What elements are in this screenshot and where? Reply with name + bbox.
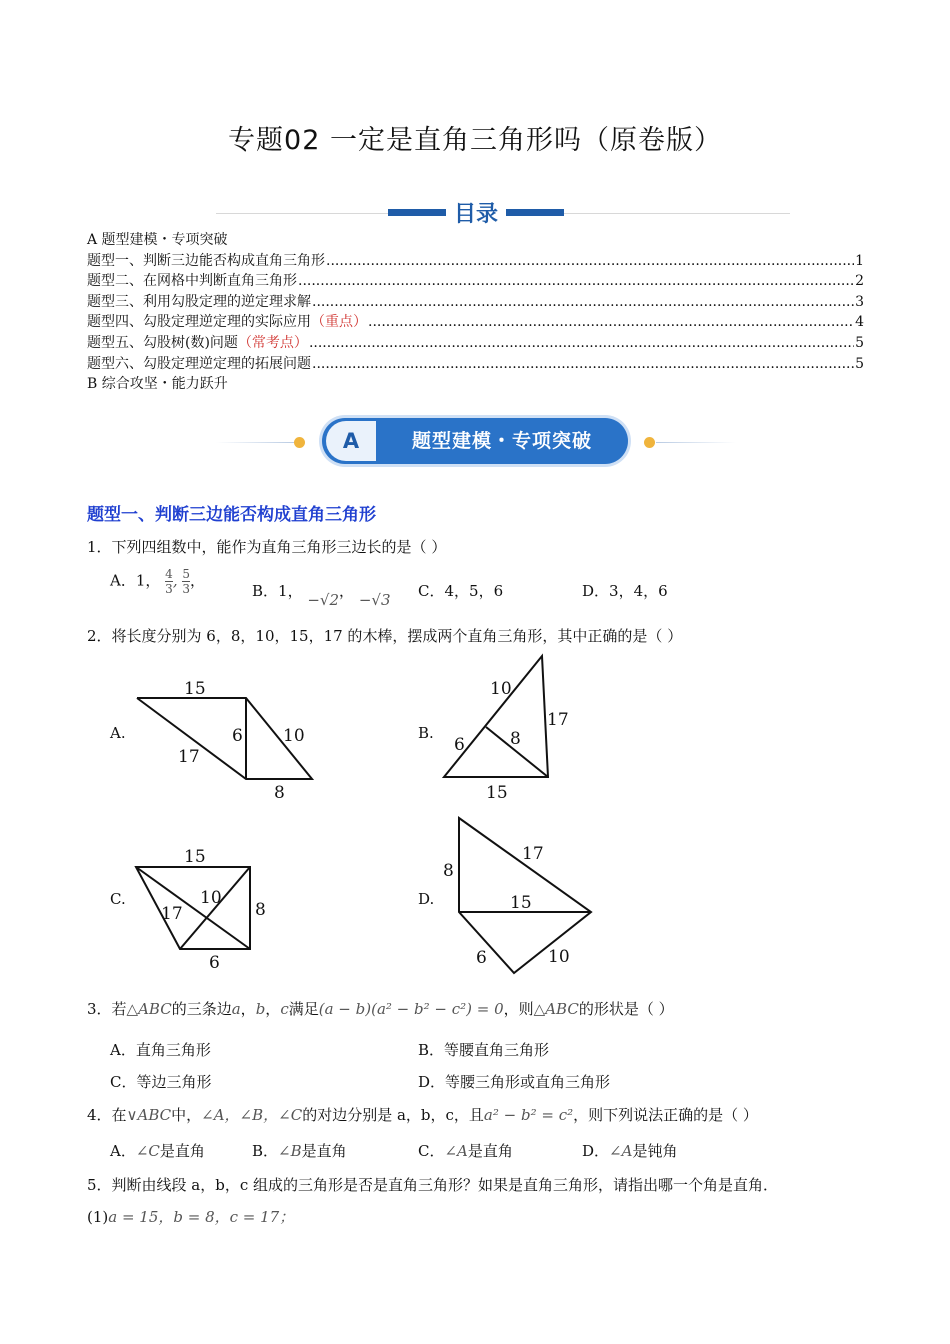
q3-option-b[interactable]: B．等腰直角三角形 (418, 1041, 550, 1059)
toc-item[interactable]: 题型二、在网格中判断直角三角形 ..... 2 (87, 271, 864, 292)
banner-dot-left (294, 437, 305, 448)
label-10: 10 (490, 679, 512, 699)
table-of-contents (87, 230, 864, 395)
banner-text: 题型建模・专项突破 (411, 430, 592, 452)
toc-dots (368, 312, 854, 333)
toc-rule-right (564, 213, 790, 214)
q5-stem: 5．判断由线段 a，b，c 组成的三角形是否是直角三角形？如果是直角三角形，请指出哪一个角是直角． (87, 1176, 779, 1194)
banner-pill (322, 418, 628, 464)
q4-option-d[interactable]: D．∠A是钝角 (582, 1142, 678, 1160)
q4-option-c[interactable]: C．∠A是直角 (418, 1142, 513, 1160)
toc-item[interactable]: 题型四、勾股定理逆定理的实际应用 （重点） ..... 4 (87, 312, 864, 333)
section-banner (216, 418, 736, 466)
label-10: 10 (548, 947, 570, 967)
q1-option-a[interactable]: A．1， $\frac{4}{3}$ , $\frac{5}{3}$ ， (110, 567, 206, 596)
label-17: 17 (178, 747, 200, 767)
q5-sub1: (1)a = 15，b = 8，c = 17； (87, 1208, 295, 1226)
toc-dots (298, 271, 854, 292)
section-title: 题型一、判断三边能否构成直角三角形 (87, 505, 376, 525)
fraction: $\frac{5}{3}$ (182, 567, 191, 596)
toc-bar-right (506, 209, 564, 216)
q3-option-c[interactable]: C．等边三角形 (110, 1073, 212, 1091)
q2-figure-a (130, 672, 330, 802)
q1-option-b[interactable]: B．1， −√2， −√3 (252, 582, 391, 609)
q1-stem: 1．下列四组数中，能作为直角三角形三边长的是（ ） (87, 538, 447, 556)
q4-option-a[interactable]: A．∠C是直角 (110, 1142, 205, 1160)
label-10: 10 (283, 726, 305, 746)
toc-dots (326, 251, 854, 272)
q4-stem: 4．在∨ABC中，∠A，∠B，∠C的对边分别是 a，b，c，且a² − b² = c²，则下列说法正确的是（ ） (87, 1106, 758, 1124)
toc-bar-left (388, 209, 446, 216)
banner-letter: A (326, 421, 376, 461)
banner-dot-right (644, 437, 655, 448)
q1-option-d[interactable]: D．3，4，6 (582, 582, 668, 600)
label-15: 15 (184, 679, 206, 699)
label-15: 15 (184, 847, 206, 867)
label-15: 15 (486, 783, 508, 802)
q2-option-c-label[interactable]: C. (110, 890, 126, 908)
q3-stem: 3．若△ABC的三条边a，b，c满足(a − b)(a² − b² − c²) = 0，则△ABC的形状是（ ） (87, 1000, 674, 1018)
label-10: 10 (200, 888, 222, 908)
toc-item[interactable]: 题型五、勾股树(数)问题 （常考点） ..... 5 (87, 333, 864, 354)
q2-stem: 2．将长度分别为 6，8，10，15，17 的木棒，摆成两个直角三角形，其中正确的是（ ） (87, 627, 683, 645)
toc-rule-left (216, 213, 388, 214)
toc-heading (388, 200, 564, 227)
q3-option-a[interactable]: A．直角三角形 (110, 1041, 211, 1059)
toc-item[interactable]: 题型一、判断三边能否构成直角三角形 ..... 1 (87, 251, 864, 272)
q4-option-b[interactable]: B．∠B是直角 (252, 1142, 347, 1160)
toc-tag: （常考点） (237, 334, 308, 351)
label-6: 6 (232, 726, 243, 746)
toc-part-a[interactable]: A 题型建模・专项突破 (87, 232, 228, 248)
q2-figure-b (438, 652, 578, 802)
q2-option-a-label[interactable]: A. (110, 724, 126, 742)
toc-heading-text: 目录 (453, 202, 498, 227)
fraction: $\frac{4}{3}$ (165, 567, 173, 596)
label-8: 8 (510, 729, 521, 749)
toc-item[interactable]: 题型六、勾股定理逆定理的拓展问题 ..... 5 (87, 354, 864, 375)
toc-part-b[interactable]: B 综合攻坚・能力跃升 (87, 376, 228, 393)
q2-option-b-label[interactable]: B. (418, 724, 434, 742)
page-title: 专题02 一定是直角三角形吗（原卷版） (228, 125, 722, 156)
banner-rule-right (656, 442, 736, 443)
toc-tag: （重点） (311, 314, 367, 331)
q3-option-d[interactable]: D．等腰三角形或直角三角形 (418, 1073, 611, 1091)
label-15: 15 (510, 893, 532, 913)
label-6: 6 (476, 948, 487, 968)
q2-option-d-label[interactable]: D. (418, 890, 435, 908)
banner-rule-left (216, 442, 294, 443)
label-17: 17 (161, 904, 183, 924)
q2-figure-c (130, 842, 280, 974)
q1-option-c[interactable]: C．4，5，6 (418, 582, 504, 600)
label-17: 17 (522, 844, 544, 864)
label-8: 8 (443, 861, 454, 881)
label-8: 8 (255, 900, 266, 920)
toc-dots (312, 292, 854, 313)
label-6: 6 (454, 735, 465, 755)
label-6: 6 (209, 953, 220, 973)
toc-dots (309, 333, 854, 354)
toc-dots (312, 354, 854, 375)
q2-figure-d (438, 812, 608, 978)
toc-item[interactable]: 题型三、利用勾股定理的逆定理求解 ..... 3 (87, 292, 864, 313)
label-17: 17 (547, 710, 569, 730)
label-8: 8 (274, 783, 285, 802)
